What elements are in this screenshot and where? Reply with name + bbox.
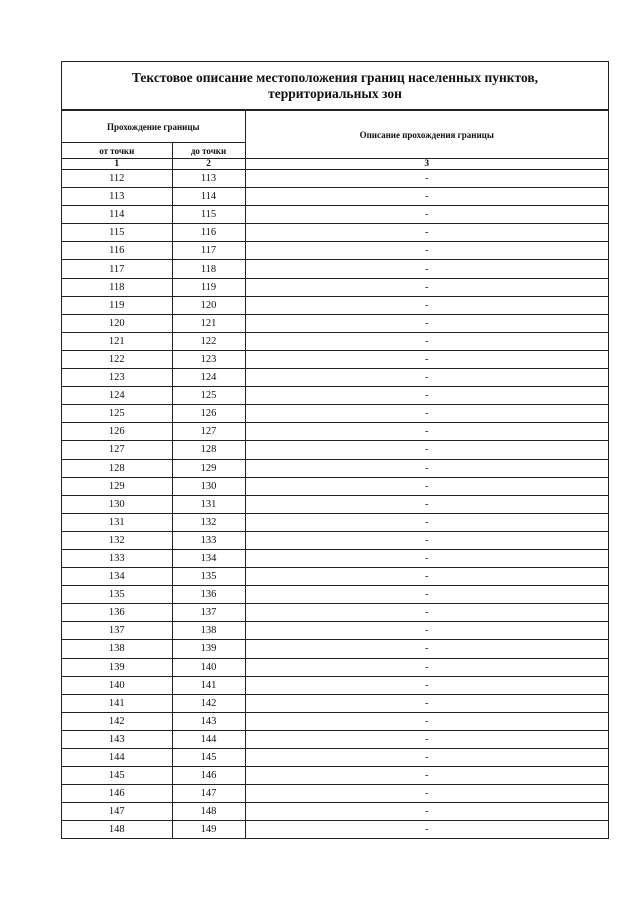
table-row	[62, 278, 608, 296]
cell-to-point: 142	[172, 694, 245, 712]
cell-to-point: 118	[172, 260, 245, 278]
cell-from-point: 116	[62, 242, 172, 260]
cell-description: -	[245, 549, 608, 567]
cell-description: -	[245, 676, 608, 694]
cell-from-point: 124	[62, 387, 172, 405]
table-row	[62, 459, 608, 477]
cell-to-point: 135	[172, 568, 245, 586]
cell-from-point: 125	[62, 405, 172, 423]
table-row	[62, 622, 608, 640]
table-row	[62, 170, 608, 188]
cell-from-point: 129	[62, 477, 172, 495]
cell-description: -	[245, 296, 608, 314]
cell-from-point: 113	[62, 188, 172, 206]
cell-from-point: 139	[62, 658, 172, 676]
table-row	[62, 604, 608, 622]
title-line-2: территориальных зон	[268, 85, 402, 101]
cell-from-point: 138	[62, 640, 172, 658]
table-row	[62, 549, 608, 567]
cell-description: -	[245, 803, 608, 821]
cell-to-point: 141	[172, 676, 245, 694]
cell-description: -	[245, 658, 608, 676]
cell-from-point: 118	[62, 278, 172, 296]
cell-description: -	[245, 387, 608, 405]
cell-description: -	[245, 441, 608, 459]
cell-description: -	[245, 206, 608, 224]
cell-to-point: 117	[172, 242, 245, 260]
table-row	[62, 188, 608, 206]
header-col-number-3: 3	[245, 159, 608, 170]
cell-description: -	[245, 495, 608, 513]
table-body	[62, 170, 608, 839]
table-row	[62, 477, 608, 495]
table-row	[62, 242, 608, 260]
cell-to-point: 127	[172, 423, 245, 441]
cell-from-point: 130	[62, 495, 172, 513]
table-row	[62, 676, 608, 694]
table-row	[62, 224, 608, 242]
table-row	[62, 206, 608, 224]
cell-description: -	[245, 332, 608, 350]
cell-from-point: 127	[62, 441, 172, 459]
cell-description: -	[245, 260, 608, 278]
cell-to-point: 119	[172, 278, 245, 296]
table-row	[62, 568, 608, 586]
cell-description: -	[245, 369, 608, 387]
cell-to-point: 131	[172, 495, 245, 513]
cell-to-point: 139	[172, 640, 245, 658]
cell-to-point: 115	[172, 206, 245, 224]
cell-to-point: 129	[172, 459, 245, 477]
table-row	[62, 767, 608, 785]
table-row	[62, 531, 608, 549]
cell-from-point: 148	[62, 821, 172, 839]
cell-to-point: 144	[172, 730, 245, 748]
cell-from-point: 147	[62, 803, 172, 821]
cell-to-point: 124	[172, 369, 245, 387]
cell-from-point: 122	[62, 350, 172, 368]
cell-to-point: 133	[172, 531, 245, 549]
cell-from-point: 128	[62, 459, 172, 477]
header-col-number-2: 2	[172, 159, 245, 170]
table-row	[62, 785, 608, 803]
table-row	[62, 821, 608, 839]
cell-description: -	[245, 314, 608, 332]
header-to-point: до точки	[172, 143, 245, 159]
cell-from-point: 123	[62, 369, 172, 387]
cell-description: -	[245, 749, 608, 767]
cell-description: -	[245, 785, 608, 803]
table-row	[62, 586, 608, 604]
cell-from-point: 112	[62, 170, 172, 188]
cell-to-point: 143	[172, 712, 245, 730]
header-from-point: от точки	[62, 143, 172, 159]
title-line-1: Текстовое описание местоположения границ населенных пунктов,	[131, 69, 539, 85]
cell-to-point: 137	[172, 604, 245, 622]
cell-description: -	[245, 821, 608, 839]
cell-description: -	[245, 188, 608, 206]
header-description: Описание прохождения границы	[245, 111, 608, 159]
cell-description: -	[245, 477, 608, 495]
table-row	[62, 423, 608, 441]
cell-from-point: 134	[62, 568, 172, 586]
cell-from-point: 145	[62, 767, 172, 785]
header-boundary-passage: Прохождение границы	[62, 111, 245, 143]
cell-to-point: 134	[172, 549, 245, 567]
cell-to-point: 145	[172, 749, 245, 767]
cell-to-point: 121	[172, 314, 245, 332]
cell-description: -	[245, 604, 608, 622]
cell-from-point: 135	[62, 586, 172, 604]
cell-description: -	[245, 586, 608, 604]
cell-from-point: 137	[62, 622, 172, 640]
cell-from-point: 141	[62, 694, 172, 712]
cell-description: -	[245, 242, 608, 260]
cell-to-point: 140	[172, 658, 245, 676]
table-row	[62, 296, 608, 314]
cell-from-point: 131	[62, 513, 172, 531]
table-row	[62, 513, 608, 531]
cell-to-point: 120	[172, 296, 245, 314]
table-row	[62, 441, 608, 459]
cell-to-point: 148	[172, 803, 245, 821]
cell-to-point: 125	[172, 387, 245, 405]
cell-to-point: 146	[172, 767, 245, 785]
table-row	[62, 405, 608, 423]
cell-to-point: 122	[172, 332, 245, 350]
table-row	[62, 803, 608, 821]
cell-from-point: 126	[62, 423, 172, 441]
cell-from-point: 117	[62, 260, 172, 278]
cell-description: -	[245, 278, 608, 296]
cell-description: -	[245, 170, 608, 188]
cell-description: -	[245, 640, 608, 658]
cell-from-point: 143	[62, 730, 172, 748]
cell-to-point: 114	[172, 188, 245, 206]
cell-to-point: 116	[172, 224, 245, 242]
cell-to-point: 123	[172, 350, 245, 368]
cell-from-point: 121	[62, 332, 172, 350]
cell-description: -	[245, 405, 608, 423]
table-row	[62, 350, 608, 368]
cell-description: -	[245, 767, 608, 785]
table-row	[62, 314, 608, 332]
table-row	[62, 260, 608, 278]
table-row	[62, 730, 608, 748]
cell-to-point: 132	[172, 513, 245, 531]
header-col-number-1: 1	[62, 159, 172, 170]
boundary-table	[62, 110, 608, 838]
table-row	[62, 640, 608, 658]
table-row	[62, 694, 608, 712]
cell-description: -	[245, 224, 608, 242]
cell-description: -	[245, 531, 608, 549]
boundary-description-document	[61, 61, 609, 839]
cell-description: -	[245, 694, 608, 712]
cell-description: -	[245, 513, 608, 531]
cell-to-point: 113	[172, 170, 245, 188]
cell-from-point: 114	[62, 206, 172, 224]
cell-description: -	[245, 350, 608, 368]
table-row	[62, 749, 608, 767]
cell-from-point: 142	[62, 712, 172, 730]
cell-from-point: 146	[62, 785, 172, 803]
table-row	[62, 369, 608, 387]
cell-from-point: 136	[62, 604, 172, 622]
table-row	[62, 712, 608, 730]
table-row	[62, 658, 608, 676]
cell-description: -	[245, 459, 608, 477]
document-title	[62, 62, 608, 110]
cell-description: -	[245, 423, 608, 441]
table-row	[62, 387, 608, 405]
cell-to-point: 126	[172, 405, 245, 423]
cell-to-point: 138	[172, 622, 245, 640]
cell-from-point: 140	[62, 676, 172, 694]
cell-from-point: 120	[62, 314, 172, 332]
cell-from-point: 115	[62, 224, 172, 242]
cell-from-point: 144	[62, 749, 172, 767]
cell-from-point: 133	[62, 549, 172, 567]
cell-description: -	[245, 568, 608, 586]
table-row	[62, 332, 608, 350]
cell-to-point: 149	[172, 821, 245, 839]
cell-description: -	[245, 730, 608, 748]
cell-description: -	[245, 712, 608, 730]
cell-from-point: 132	[62, 531, 172, 549]
cell-to-point: 147	[172, 785, 245, 803]
cell-to-point: 136	[172, 586, 245, 604]
cell-description: -	[245, 622, 608, 640]
cell-to-point: 130	[172, 477, 245, 495]
cell-to-point: 128	[172, 441, 245, 459]
cell-from-point: 119	[62, 296, 172, 314]
table-row	[62, 495, 608, 513]
